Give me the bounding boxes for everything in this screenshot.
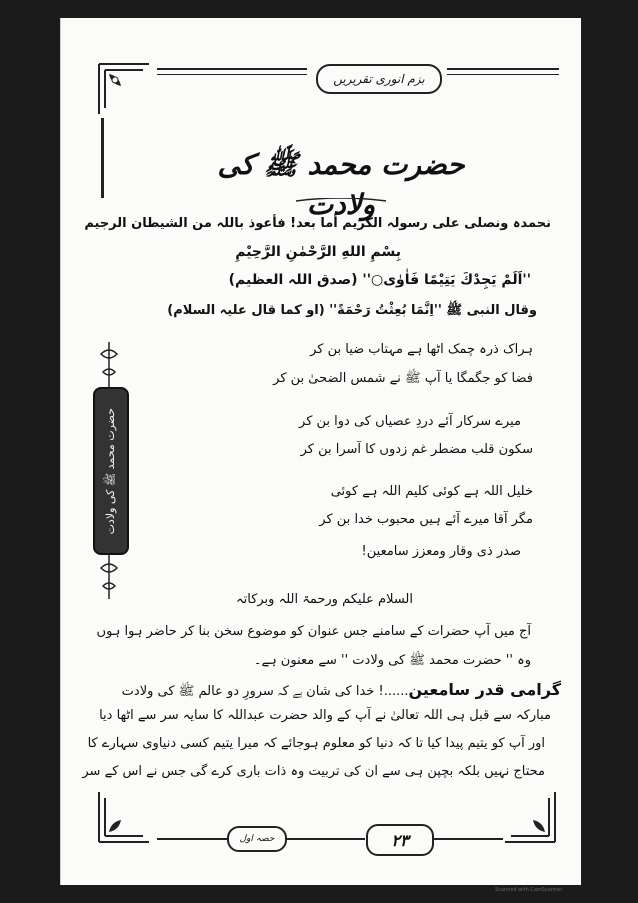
body-line: مبارکہ سے قبل ہی اللہ تعالیٰ نے آپ کے والد حضرت عبداللہ کا سایہ سر سے اٹھا دیا <box>99 708 551 723</box>
page-title: حضرت محمد ﷺ کی ولادت <box>217 148 465 221</box>
corner-ornament-icon <box>95 60 153 118</box>
footer-label: حصہ اول <box>239 834 275 844</box>
body-line: آج میں آپ حضرات کے سامنے جس عنوان کو موضوع سخن بنا کر حاضر ہوا ہوں <box>96 624 531 639</box>
running-title-cartouche <box>316 64 442 94</box>
opening-dua: نحمدہ ونصلی علی رسولہ الکریم أما بعد! فأعوذ باللہ من الشیطان الرجیم <box>84 216 551 231</box>
verse-line: فضا کو جگمگا یا آپ ﷺ نے شمس الضحیٰ بن کر <box>273 371 533 386</box>
corner-ornament-icon <box>95 788 153 846</box>
page-number: ۲۳ <box>391 830 409 850</box>
side-tab-label: حضرت محمد ﷺ کی ولادت <box>104 407 117 535</box>
header-rule <box>447 74 559 75</box>
footer-label-cartouche <box>227 826 287 852</box>
document-page <box>60 18 581 885</box>
running-title: بزم انوری تقریریں <box>333 72 425 86</box>
body-line-rest: ......! خدا کی شان ہے کہ سرورِ دو عالم ﷺ کی ولادت <box>121 684 409 699</box>
scan-watermark: Scanned with CamScanner <box>495 887 563 893</box>
footer-rule <box>157 838 227 840</box>
header-rule <box>447 68 559 70</box>
verse-line: مگر آقا میرے آئے ہیں محبوب خدا بن کر <box>319 512 533 527</box>
quran-ayah: ''اَلَمْ یَجِدْكَ یَتِیْمًا فَاٰوٰی○'' (صدق اللہ العظیم) <box>228 272 531 288</box>
header-rule <box>157 68 307 70</box>
salam: السلام علیکم ورحمۃ اللہ وبرکاتہ <box>236 592 413 607</box>
footer-rule <box>287 838 365 840</box>
verse-line: سکون قلب مضطر غم زدوں کا آسرا بن کر <box>300 442 533 457</box>
verse-line: ہراک ذرہ چمک اٹھا ہے مہتاب ضیا بن کر <box>310 342 533 357</box>
tab-ornament-icon <box>97 342 121 387</box>
body-line: وہ '' حضرت محمد ﷺ کی ولادت '' سے معنون ہے۔ <box>253 653 531 668</box>
body-line: اور آپ کو یتیم پیدا کیا تا کہ دنیا کو معلوم ہوجائے کہ میرا یتیم کسی دنیاوی سہارے کا <box>87 736 545 751</box>
audience-address: صدر ذی وقار ومعزز سامعین! <box>361 544 521 559</box>
body-line <box>122 680 561 702</box>
side-chapter-tab <box>89 342 129 600</box>
hadith: وقال النبی ﷺ ''اِنَّمَا بُعِثْتُ رَحْمَةً'' (او کما قال علیہ السلام) <box>167 303 537 318</box>
title-flourish-icon <box>296 198 386 204</box>
margin-rule <box>101 118 104 198</box>
header-rule <box>157 74 307 75</box>
page-number-cartouche <box>366 824 434 856</box>
bold-lead: گرامی قدر سامعین <box>408 680 561 699</box>
verse-line: میرے سرکار آئے دردِ عصیاں کی دوا بن کر <box>299 414 521 429</box>
body-line: محتاج نہیں بلکہ بچپن ہی سے ان کی تربیت وہ ذات باری کرے گی جس نے اس کے سر <box>82 764 545 779</box>
side-tab-box <box>93 387 129 555</box>
tab-ornament-icon <box>97 554 121 599</box>
corner-ornament-icon <box>501 788 559 846</box>
verse-line: خلیل اللہ ہے کوئی کلیم اللہ ہے کوئی <box>330 484 533 499</box>
bismillah: بِسْمِ اللهِ الرَّحْمٰنِ الرَّحِيْمِ <box>235 244 401 260</box>
footer-rule <box>433 838 503 840</box>
